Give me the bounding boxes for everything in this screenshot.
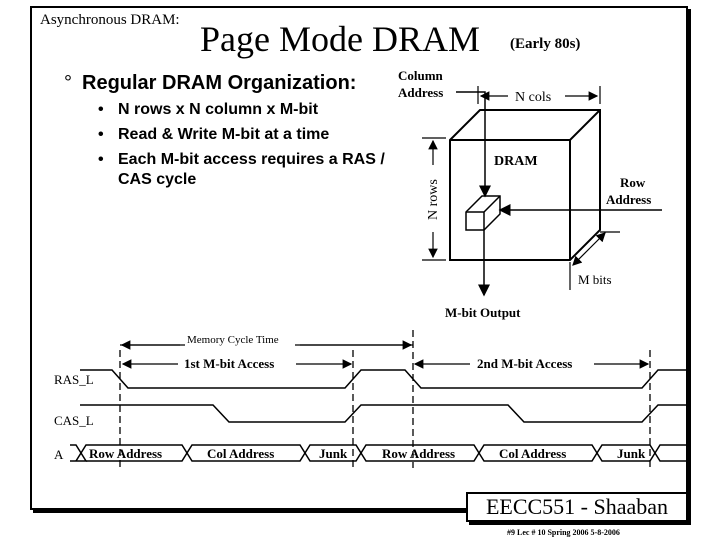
address-field: Row Address xyxy=(89,446,163,461)
mbits-dimension xyxy=(590,233,605,248)
address-field: Col Address xyxy=(499,446,567,461)
mbit-block xyxy=(466,196,500,230)
mbit-output-label: M-bit Output xyxy=(445,305,521,320)
address-field: Col Address xyxy=(207,446,275,461)
slide-topic: Asynchronous DRAM: xyxy=(40,12,180,28)
column-address-arrow xyxy=(456,92,485,196)
mbits-label: M bits xyxy=(578,272,612,287)
ncols-label: N cols xyxy=(515,90,552,105)
bullet-item: • N rows x N column x M-bit xyxy=(98,100,398,120)
first-access-label: 1st M-bit Access xyxy=(184,356,275,371)
signal-label-address: A xyxy=(54,447,64,462)
dram-cube xyxy=(450,110,600,260)
nrows-label: N rows xyxy=(426,179,441,220)
address-field: Row Address xyxy=(382,446,456,461)
bullet-item: • Read & Write M-bit at a time xyxy=(98,125,398,145)
signal-label-cas: CAS_L xyxy=(54,413,94,428)
address-field: Junk xyxy=(617,446,646,461)
address-field: Junk xyxy=(319,446,348,461)
bullet-item: • Each M-bit access requires a RAS / CAS cycle xyxy=(98,150,398,190)
row-address-label: Address xyxy=(606,192,652,207)
slide-title: Page Mode DRAM xyxy=(200,19,480,59)
heading-text: Regular DRAM Organization: xyxy=(82,72,357,94)
signal-label-ras: RAS_L xyxy=(54,372,94,387)
course-badge: EECC551 - Shaaban xyxy=(466,492,688,522)
memory-cycle-label: Memory Cycle Time xyxy=(187,334,279,346)
ras-waveform xyxy=(80,370,690,388)
column-address-label: Address xyxy=(398,85,444,100)
column-address-label: Column xyxy=(398,68,443,83)
row-address-label: Row xyxy=(620,175,646,190)
second-access-label: 2nd M-bit Access xyxy=(477,356,573,371)
slide-footnote: #9 Lec # 10 Spring 2006 5-8-2006 xyxy=(507,528,620,537)
slide-era: (Early 80s) xyxy=(510,36,581,52)
cas-waveform xyxy=(80,405,690,422)
heading-marker: ° xyxy=(64,72,72,94)
dram-label: DRAM xyxy=(494,154,538,169)
address-bus xyxy=(70,445,690,461)
